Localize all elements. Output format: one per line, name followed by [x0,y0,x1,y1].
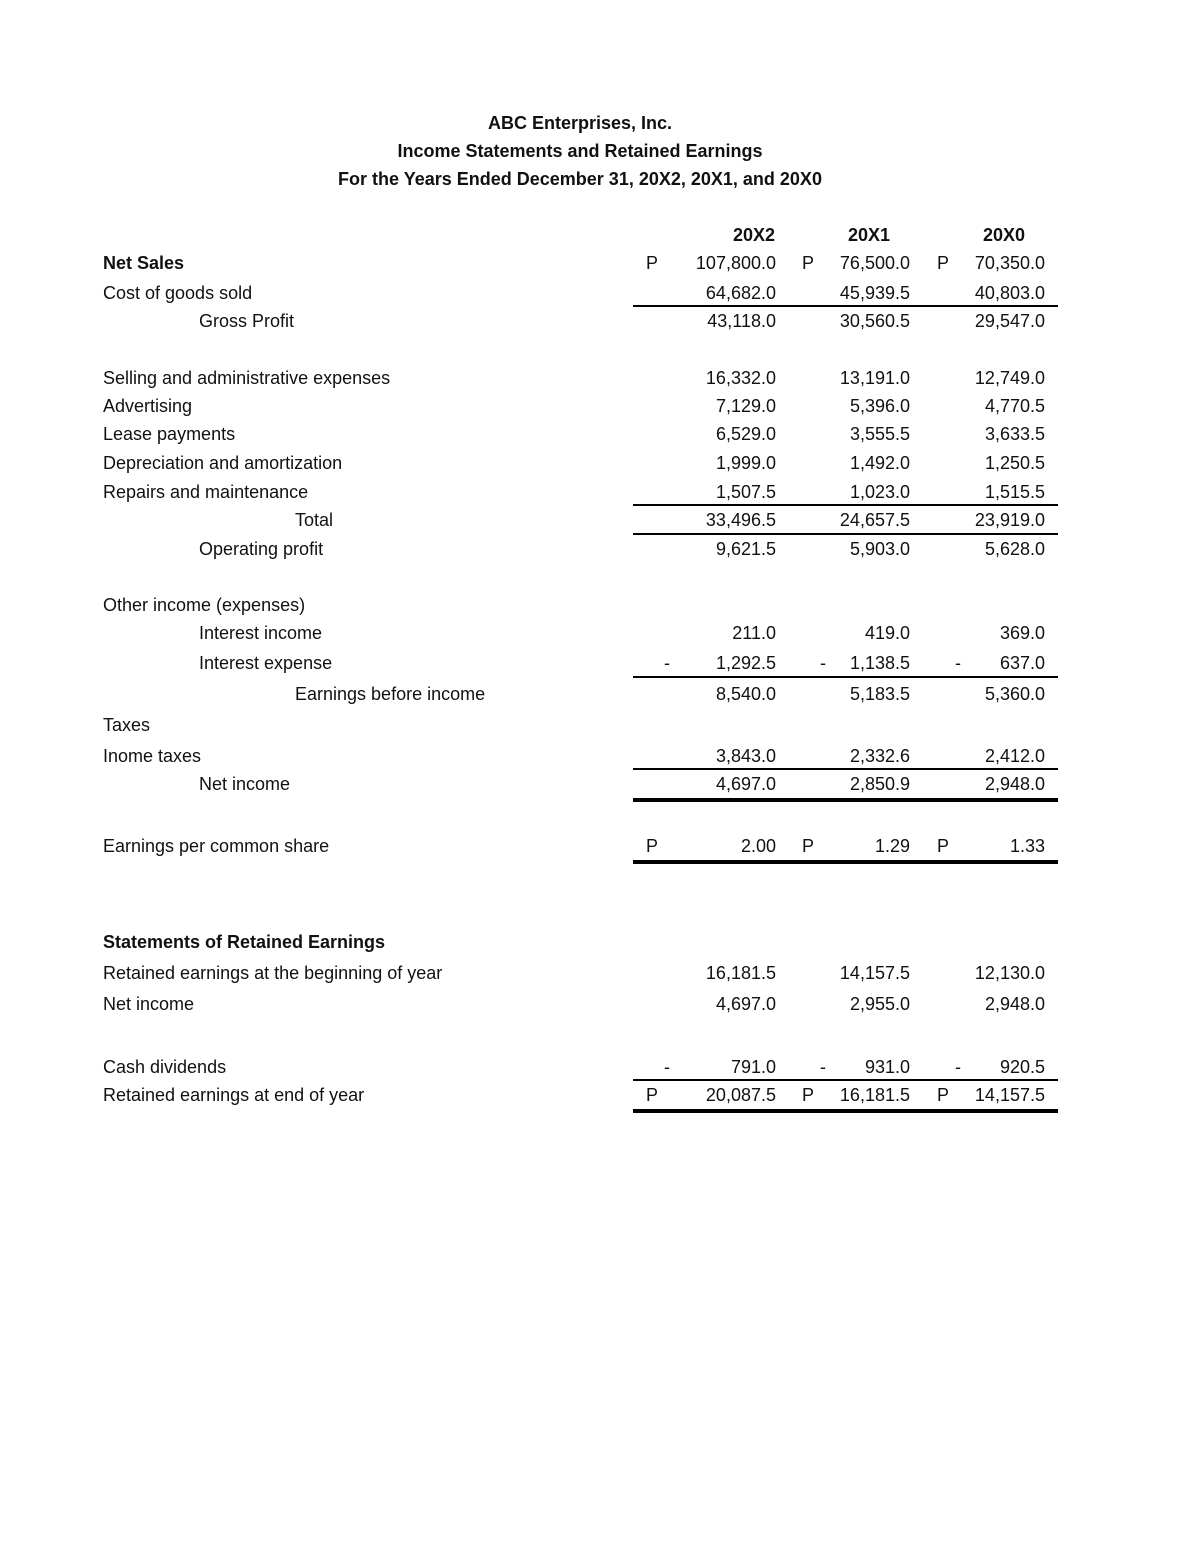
row-re-beginning [0,960,1200,986]
row-total-expenses [0,507,1200,533]
row-label: Cost of goods sold [103,283,253,303]
row-operating-profit [0,536,1200,562]
value-20x0: 369.0 [999,623,1045,643]
negative-sign: - [820,1057,826,1077]
value-20x2: 1,999.0 [715,453,776,473]
column-header-20x1: 20X1 [847,225,890,245]
underline [633,305,1058,307]
currency-symbol: P [646,1085,659,1105]
value-20x2: 64,682.0 [705,283,776,303]
row-interest-expense [0,650,1200,676]
row-label: Net Sales [103,253,185,273]
row-re-net-income [0,991,1200,1017]
negative-sign: - [955,1057,961,1077]
row-net-income [0,771,1200,797]
value-20x0: 70,350.0 [974,253,1045,273]
value-20x2: 211.0 [732,623,776,643]
currency-symbol: P [937,253,950,273]
value-20x0: 5,360.0 [984,684,1045,704]
value-20x0: 14,157.5 [974,1085,1045,1105]
value-20x2: 2.00 [740,836,776,856]
double-underline [633,1109,1058,1113]
value-20x2: 33,496.5 [705,510,776,530]
double-underline [633,798,1058,802]
row-selling-admin [0,365,1200,391]
value-20x2: 1,507.5 [715,482,776,502]
value-20x1: 16,181.5 [839,1085,910,1105]
value-20x2: 1,292.5 [715,653,776,673]
row-advertising [0,393,1200,419]
value-20x2: 791.0 [730,1057,776,1077]
row-label: Selling and administrative expenses [103,368,391,388]
value-20x1: 1,492.0 [849,453,910,473]
value-20x0: 2,412.0 [984,746,1045,766]
row-label: Lease payments [103,424,236,444]
underline [633,768,1058,770]
statement-period: For the Years Ended December 31, 20X2, 20X1, and 20X0 [338,169,822,189]
company-name: ABC Enterprises, Inc. [487,113,673,133]
value-20x2: 107,800.0 [695,253,776,273]
currency-symbol: P [937,1085,950,1105]
row-label: Retained earnings at the beginning of year [103,963,443,983]
row-label: Interest expense [199,653,333,673]
value-20x2: 3,843.0 [715,746,776,766]
negative-sign: - [664,1057,670,1077]
row-label: Gross Profit [199,311,295,331]
value-20x2: 9,621.5 [715,539,776,559]
row-repairs [0,479,1200,505]
value-20x0: 29,547.0 [974,311,1045,331]
value-20x0: 12,749.0 [974,368,1045,388]
row-depreciation [0,450,1200,476]
underline [633,533,1058,535]
value-20x1: 5,396.0 [849,396,910,416]
row-label: Total [295,510,334,530]
value-20x2: 16,181.5 [705,963,776,983]
value-20x2: 20,087.5 [705,1085,776,1105]
currency-symbol: P [802,1085,815,1105]
value-20x0: 2,948.0 [984,774,1045,794]
value-20x2: 4,697.0 [715,774,776,794]
row-label: Cash dividends [103,1057,227,1077]
value-20x0: 5,628.0 [984,539,1045,559]
value-20x2: 4,697.0 [715,994,776,1014]
row-label: Net income [103,994,195,1014]
value-20x0: 637.0 [999,653,1045,673]
currency-symbol: P [646,253,659,273]
row-label: Inome taxes [103,746,202,766]
value-20x1: 2,850.9 [849,774,910,794]
value-20x2: 43,118.0 [707,311,776,331]
row-other-income-header [0,592,1200,618]
row-earnings-before-taxes [0,681,1200,707]
column-header-20x2: 20X2 [732,225,775,245]
column-header-20x0: 20X0 [982,225,1025,245]
currency-symbol: P [802,836,815,856]
value-20x1: 14,157.5 [839,963,910,983]
negative-sign: - [664,653,670,673]
row-interest-income [0,620,1200,646]
underline [633,504,1058,506]
value-20x1: 1,023.0 [849,482,910,502]
row-lease-payments [0,421,1200,447]
value-20x1: 5,183.5 [849,684,910,704]
row-label: Operating profit [199,539,324,559]
currency-symbol: P [937,836,950,856]
value-20x1: 2,955.0 [849,994,910,1014]
value-20x0: 3,633.5 [984,424,1045,444]
row-label: Repairs and maintenance [103,482,309,502]
negative-sign: - [955,653,961,673]
value-20x0: 2,948.0 [984,994,1045,1014]
row-label: Other income (expenses) [103,595,306,615]
row-income-taxes [0,743,1200,769]
column-header-row [0,222,1200,248]
value-20x0: 12,130.0 [974,963,1045,983]
row-label: Net income [199,774,291,794]
value-20x0: 920.5 [999,1057,1045,1077]
row-net-sales [0,250,1200,276]
underline [633,1079,1058,1081]
value-20x0: 1,250.5 [984,453,1045,473]
value-20x1: 76,500.0 [839,253,910,273]
row-label: Depreciation and amortization [103,453,343,473]
value-20x1: 45,939.5 [839,283,910,303]
value-20x2: 16,332.0 [705,368,776,388]
row-gross-profit [0,308,1200,334]
row-label: Earnings before income [295,684,486,704]
row-retained-earnings-heading [0,929,1200,955]
value-20x2: 6,529.0 [715,424,776,444]
value-20x0: 40,803.0 [974,283,1045,303]
currency-symbol: P [646,836,659,856]
value-20x0: 1,515.5 [984,482,1045,502]
value-20x0: 4,770.5 [984,396,1045,416]
value-20x1: 30,560.5 [839,311,910,331]
row-label: Retained earnings at end of year [103,1085,365,1105]
row-cash-dividends [0,1054,1200,1080]
value-20x1: 1,138.5 [849,653,910,673]
value-20x1: 3,555.5 [849,424,910,444]
row-label: Taxes [103,715,151,735]
double-underline [633,860,1058,864]
row-label: Interest income [199,623,323,643]
negative-sign: - [820,653,826,673]
value-20x2: 8,540.0 [715,684,776,704]
currency-symbol: P [802,253,815,273]
row-taxes-label [0,712,1200,738]
value-20x1: 419.0 [864,623,910,643]
value-20x1: 2,332.6 [849,746,910,766]
row-cost-of-goods-sold [0,280,1200,306]
statement-title: Income Statements and Retained Earnings [397,141,763,161]
value-20x1: 13,191.0 [839,368,910,388]
value-20x1: 5,903.0 [849,539,910,559]
value-20x1: 24,657.5 [839,510,910,530]
row-re-end [0,1082,1200,1108]
value-20x0: 1.33 [1009,836,1045,856]
row-label: Earnings per common share [103,836,330,856]
row-eps [0,833,1200,859]
value-20x1: 931.0 [864,1057,910,1077]
row-label: Advertising [103,396,193,416]
value-20x1: 1.29 [874,836,910,856]
value-20x0: 23,919.0 [974,510,1045,530]
underline [633,676,1058,678]
value-20x2: 7,129.0 [715,396,776,416]
section-heading: Statements of Retained Earnings [103,932,386,952]
